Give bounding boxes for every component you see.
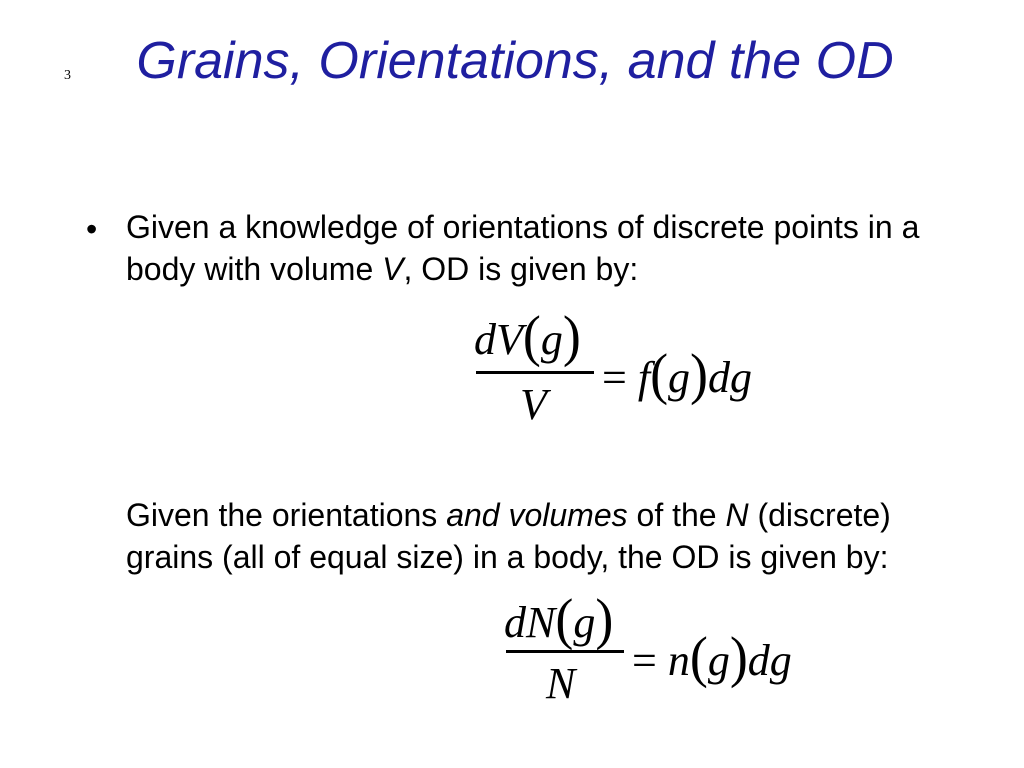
variable-n: N xyxy=(725,497,749,533)
paragraph-text: Given the orientations xyxy=(126,497,447,533)
equation-volume-fraction xyxy=(468,305,808,435)
equation-denominator: V xyxy=(520,380,547,429)
differential: dg xyxy=(747,636,792,685)
equals-sign: = xyxy=(632,636,657,685)
paragraph-text: , OD is given by: xyxy=(403,251,639,287)
equals-sign: = xyxy=(602,353,627,402)
paragraph-text: of the xyxy=(627,497,726,533)
paragraph-text: (discrete) grains (all of equal size) in a body, the OD is given by: xyxy=(126,497,891,575)
equation-numerator xyxy=(504,588,613,650)
equation-rhs xyxy=(602,343,752,405)
paragraph-grains-od xyxy=(126,494,946,578)
function-name: f xyxy=(637,353,651,402)
right-paren: ) xyxy=(729,625,748,689)
equation-rhs xyxy=(632,626,792,688)
bullet-icon: • xyxy=(86,211,98,247)
equation-numerator xyxy=(474,305,581,367)
slide-number: 3 xyxy=(64,68,71,83)
slide-title: Grains, Orientations, and the OD xyxy=(136,32,894,90)
paragraph-volume-od xyxy=(126,206,946,290)
argument: g xyxy=(540,315,563,364)
left-paren: ( xyxy=(555,587,574,651)
emphasis-text: and volumes xyxy=(446,497,628,533)
equation-denominator: N xyxy=(546,659,576,708)
argument: g xyxy=(707,636,730,685)
paragraph-text: Given a knowledge of orientations of discrete points in a body with volume xyxy=(126,209,920,287)
left-paren: ( xyxy=(650,342,669,406)
fraction-bar xyxy=(506,650,624,653)
argument: g xyxy=(668,353,691,402)
function-name: n xyxy=(667,636,690,685)
right-paren: ) xyxy=(690,342,709,406)
argument: g xyxy=(573,598,596,647)
fraction-bar xyxy=(476,371,594,374)
variable-v: V xyxy=(382,251,404,287)
numerator-variable: dN xyxy=(504,598,556,647)
left-paren: ( xyxy=(689,625,708,689)
numerator-variable: dV xyxy=(474,315,523,364)
right-paren: ) xyxy=(562,304,581,368)
equation-number-fraction xyxy=(498,588,838,718)
differential: dg xyxy=(708,353,753,402)
left-paren: ( xyxy=(522,304,541,368)
right-paren: ) xyxy=(595,587,614,651)
